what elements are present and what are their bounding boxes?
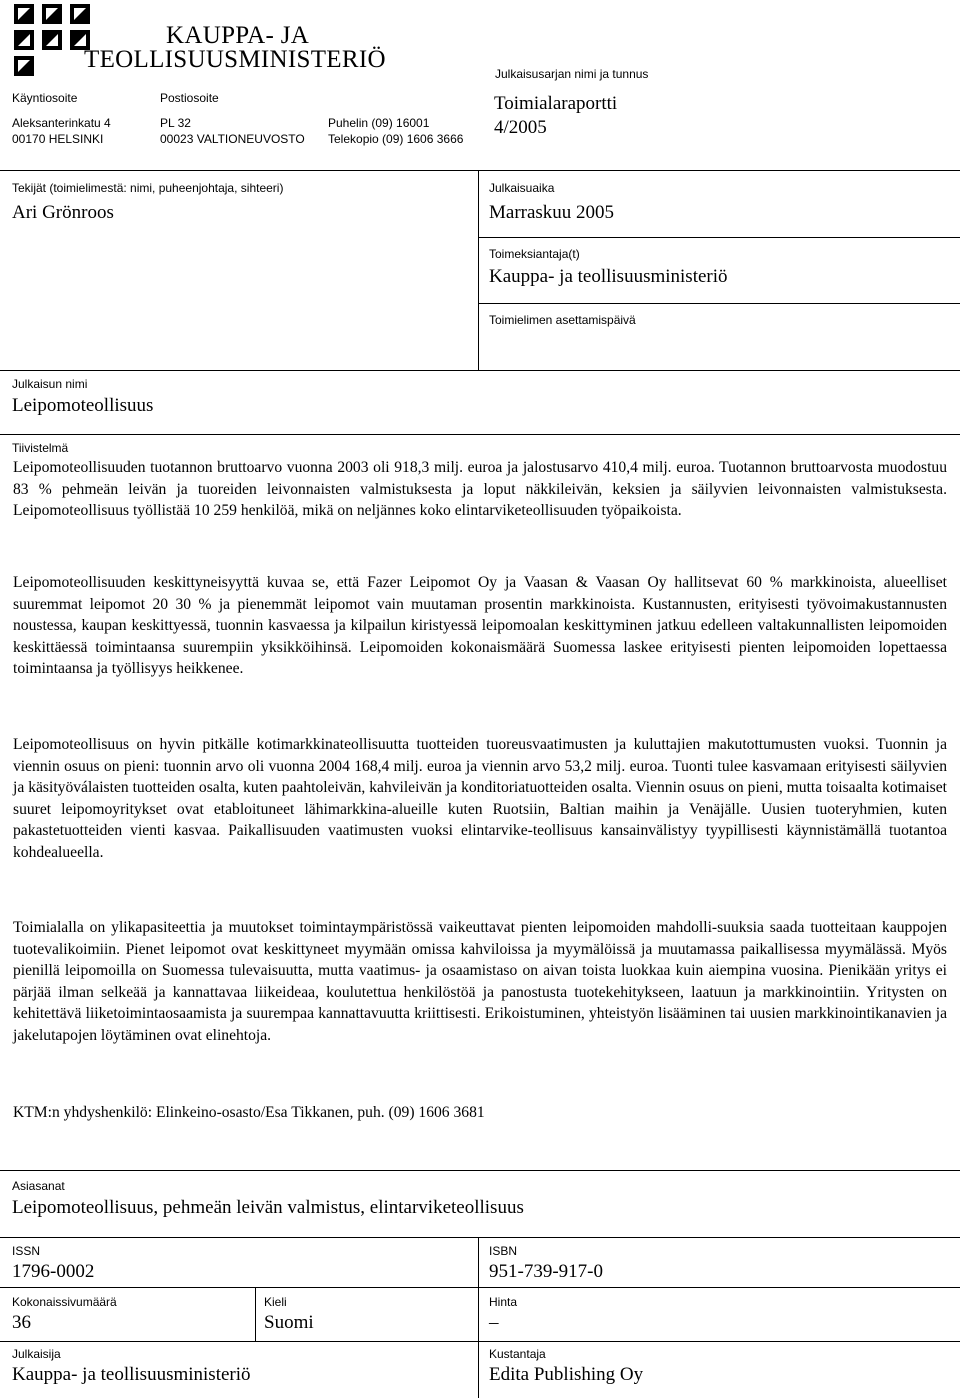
series-label: Julkaisusarjan nimi ja tunnus: [495, 67, 649, 81]
divider: [478, 237, 960, 238]
distributor-label: Kustantaja: [489, 1347, 546, 1361]
contact-person: KTM:n yhdyshenkilö: Elinkeino-osasto/Esa Tikkanen, puh. (09) 1606 3681: [13, 1104, 485, 1121]
post-line1: PL 32: [160, 116, 191, 130]
authors-label: Tekijät (toimielimestä: nimi, puheenjohtaja, sihteeri): [12, 181, 284, 195]
visit-line1: Aleksanterinkatu 4: [12, 116, 111, 130]
isbn-value: 951-739-917-0: [489, 1261, 603, 1282]
distributor-value: Edita Publishing Oy: [489, 1364, 644, 1385]
divider: [0, 1237, 960, 1238]
commissioner-label: Toimeksiantaja(t): [489, 247, 580, 261]
pages-value: 36: [12, 1312, 31, 1333]
body-date-label: Toimielimen asettamispäivä: [489, 313, 636, 327]
commissioner-value: Kauppa- ja teollisuusministeriö: [489, 266, 728, 287]
divider: [0, 370, 960, 371]
keywords-value: Leipomoteollisuus, pehmeän leivän valmistus, elintarviketeollisuus: [12, 1197, 524, 1218]
authors-value: Ari Grönroos: [12, 202, 114, 223]
abstract-label: Tiivistelmä: [12, 441, 69, 455]
isbn-label: ISBN: [489, 1244, 518, 1258]
divider: [478, 303, 960, 304]
divider: [478, 170, 479, 370]
language-label: Kieli: [264, 1295, 287, 1309]
visit-line2: 00170 HELSINKI: [12, 132, 104, 146]
issn-label: ISSN: [12, 1244, 41, 1258]
divider: [0, 1287, 960, 1288]
abstract-paragraph-3: Leipomoteollisuus on hyvin pitkälle kotimarkkinateollisuutta tuotteiden tuoreusvaatimusten ja kuluttajien makutottumusten vuoksi. Tuonnin ja viennin osuus on pieni: tuonnin arvo oli vuonna 2004 168,4 milj. euroa ja viennin arvo 53,2 milj. euroa. Tuonti tulee kasvamaan erityisesti säilyvien ja käsityöválaisten tuotteiden osalta, kuten paahtoleivän, kahvileivän ja konditoriatuotteiden osalta. Viennin osuus on pieni, mutta toisaalta kotimaiset suuret leipomoyritykset ovat etabloituneet lähimarkkina-alueille kuten Ruotsiin, Baltian maihin ja Venäjälle. Uusien tuoteryhmien, kuten pakastetuotteiden vienti kasvaa. Paikallisuuden vaatimusten vuoksi elintarvike-teollisuus kansainvälistyy tyypillisesti käynnistämällä tuotantoa kohdealueella.: [13, 736, 947, 861]
abstract-paragraph-4: Toimialalla on ylikapasiteettia ja muutokset toimintaympäristössä vaikeuttavat pienten leipomoiden mahdolli-suuksia saada tuotteitaan kauppojen tuotevalikoimiin. Pienet leipomot ovat keskittyneet myymään omissa kahviloissa ja myymälöissä ja muutamassa paikallisessa myymälässä. Myös pienillä leipomoilla on Suomessa tulevaisuutta, mutta vaatimus- ja osaamistaso on aivan toista luokkaa kuin aiempina vuosina. Pienikään yritys ei pärjää ilman selkeää ja kannattavaa liikeideaa, koulutettua henkilöstöä ja panostusta tuotekehitykseen, laatuun ja markkinointiin. Yritysten on kehitettävä liiketoimintaosaamista ja suurempaa kannattavuutta kriittisesti. Erikoistuminen, yhteistyön lisääminen tai uusien markkinointikanavien ja jakelutapojen löytäminen ovat elinehtoja.: [13, 919, 947, 1044]
divider: [255, 1287, 256, 1341]
phone: Puhelin (09) 16001: [328, 116, 430, 130]
date-label: Julkaisuaika: [489, 181, 555, 195]
ministry-logo: [12, 2, 92, 80]
title-label: Julkaisun nimi: [12, 377, 88, 391]
ministry-name-line2: TEOLLISUUSMINISTERIÖ: [84, 46, 386, 73]
divider: [478, 1237, 479, 1398]
series-name: Toimialaraportti: [494, 93, 618, 114]
publisher-value: Kauppa- ja teollisuusministeriö: [12, 1364, 251, 1385]
ministry-name: [84, 24, 386, 72]
divider: [0, 1341, 960, 1342]
ministry-name-line1: KAUPPA- JA: [166, 22, 310, 49]
contact-numbers: [328, 115, 463, 147]
price-label: Hinta: [489, 1295, 518, 1309]
abstract-paragraph-2: Leipomoteollisuuden keskittyneisyyttä kuvaa se, että Fazer Leipomot Oy ja Vaasan & Vaasan Oy hallitsevat 60 % markkinoista, alueelliset suuremmat leipomot 20 30 % ja pienemmät leipomot vain muutaman prosentin markkinoista. Kustannusten, erityisesti työvoimakustannusten noustessa, kaupan keskittyessä, tuonnin kasvaessa ja kilpailun kiristyessä leipomoalan keskittyminen jatkuu edelleen valtakunnallisten leipomoiden keskittäessä toimintaansa suurempiin yksikköihinsä. Leipomoiden kokonaismäärä Suomessa laskee erityisesti pienten leipomoiden lopettaessa toimintaansa ja työllisyys heikkenee.: [13, 574, 947, 677]
visit-label: Käyntiosoite: [12, 91, 78, 105]
divider: [0, 1170, 960, 1171]
divider: [0, 170, 960, 171]
post-label: Postiosoite: [160, 91, 219, 105]
issn-value: 1796-0002: [12, 1261, 95, 1282]
title-value: Leipomoteollisuus: [12, 395, 154, 416]
publisher-label: Julkaisija: [12, 1347, 61, 1361]
date-value: Marraskuu 2005: [489, 202, 615, 223]
fax: Telekopio (09) 1606 3666: [328, 132, 464, 146]
divider: [0, 434, 960, 435]
language-value: Suomi: [264, 1312, 314, 1333]
series-number: 4/2005: [494, 117, 547, 138]
visit-address: [12, 90, 111, 147]
price-value: –: [489, 1312, 499, 1333]
ministry-emblem-icon: [12, 2, 92, 80]
post-line2: 00023 VALTIONEUVOSTO: [160, 132, 305, 146]
abstract-paragraph-1: Leipomoteollisuuden tuotannon bruttoarvo vuonna 2003 oli 918,3 milj. euroa ja jalostusarvo 410,4 milj. euroa. Tuotannon bruttoarvosta muodostuu 83 % pehmeän leivän ja tuoreiden leivonnaisten valmistuksesta ja loput näkkileivän, keksien ja säilyvien leivonnaisten valmistuksesta. Leipomoteollisuus työllistää 10 259 henkilöä, mikä on neljännes koko elintarviketeollisuuden työpaikoista.: [13, 459, 947, 519]
post-address: [160, 90, 305, 147]
pages-label: Kokonaissivumäärä: [12, 1295, 117, 1309]
keywords-label: Asiasanat: [12, 1179, 65, 1193]
